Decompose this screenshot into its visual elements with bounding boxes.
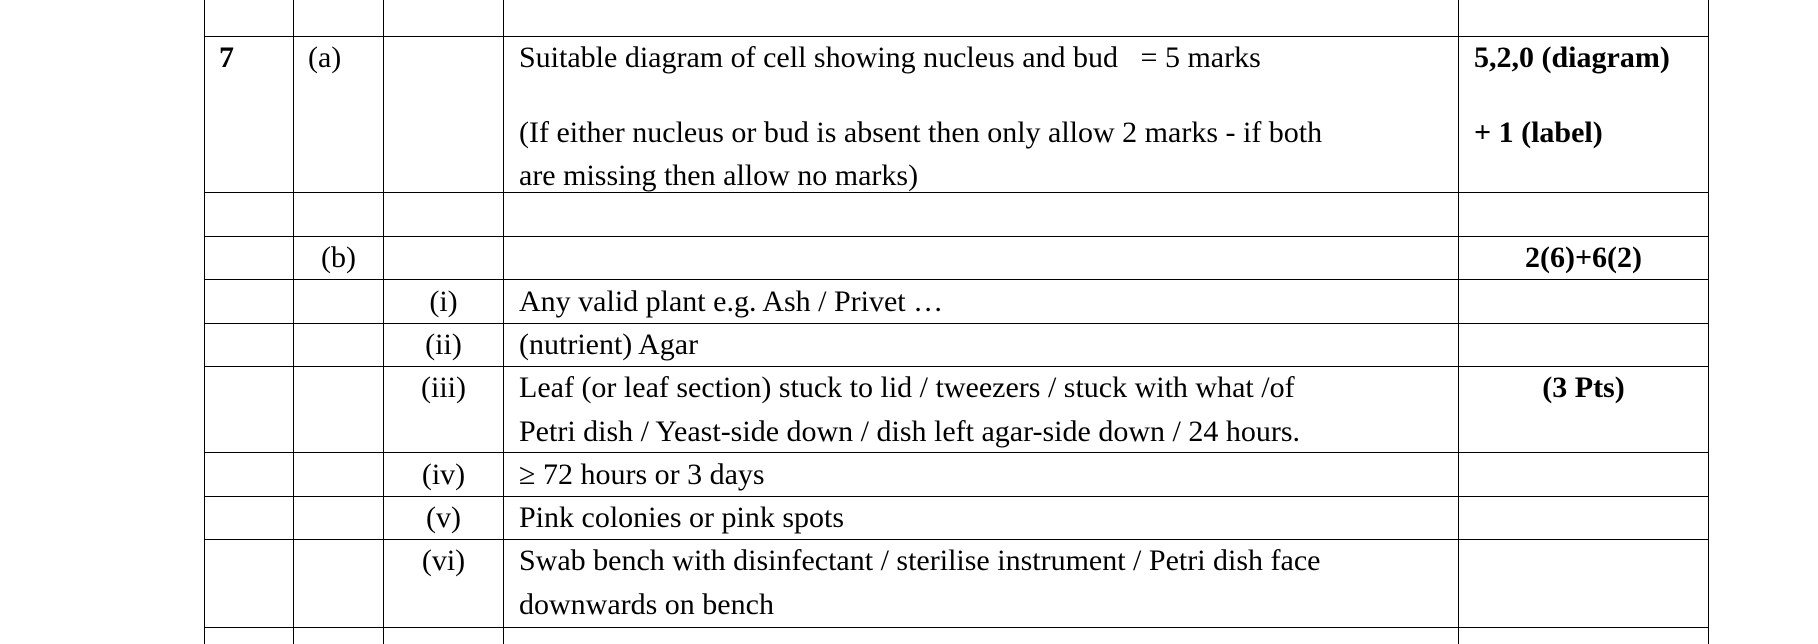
part-a-marks-line-1: 5,2,0 (diagram) [1474, 41, 1670, 74]
part-a-answer-line-1: Suitable diagram of cell showing nucleus and bud = 5 marks [519, 41, 1261, 74]
row-border [204, 192, 1709, 193]
answer-iii-line-2: Petri dish / Yeast-side down / dish left agar-side down / 24 hours. [519, 415, 1300, 448]
answer-i: Any valid plant e.g. Ash / Privet … [519, 285, 944, 318]
answer-vi-line-2: downwards on bench [519, 588, 774, 621]
question-number: 7 [219, 41, 234, 74]
part-a-marks-line-2: + 1 (label) [1474, 116, 1603, 149]
column-border [293, 0, 294, 627]
column-border-stub [1458, 627, 1459, 644]
row-border [204, 627, 1709, 628]
column-border-stub [383, 627, 384, 644]
answer-ii: (nutrient) Agar [519, 328, 699, 361]
column-border-stub [293, 627, 294, 644]
part-a-label: (a) [308, 41, 342, 74]
answer-v: Pink colonies or pink spots [519, 501, 845, 534]
column-border [204, 0, 205, 627]
sub-label-v: (v) [426, 501, 461, 534]
sub-label-vi: (vi) [421, 544, 466, 577]
sub-label-i: (i) [429, 285, 458, 318]
column-border [1458, 0, 1459, 627]
column-border-stub [1708, 627, 1709, 644]
sub-label-ii: (ii) [425, 328, 462, 361]
column-border [1708, 0, 1709, 627]
part-a-answer-line-2: (If either nucleus or bud is absent then only allow 2 marks - if both [519, 116, 1323, 149]
marks-iii: (3 Pts) [1542, 371, 1625, 404]
part-a-answer-line-3: are missing then allow no marks) [519, 159, 919, 192]
answer-iii-line-1: Leaf (or leaf section) stuck to lid / tweezers / stuck with what /of [519, 371, 1295, 404]
sub-label-iv: (iv) [421, 458, 466, 491]
part-b-marks: 2(6)+6(2) [1524, 241, 1643, 274]
answer-iv: ≥ 72 hours or 3 days [519, 458, 765, 491]
column-border-stub [503, 627, 504, 644]
column-border-stub [204, 627, 205, 644]
column-border [503, 0, 504, 627]
answer-vi-line-1: Swab bench with disinfectant / sterilise instrument / Petri dish face [519, 544, 1321, 577]
sub-label-iii: (iii) [421, 371, 466, 404]
part-b-label: (b) [321, 241, 356, 274]
